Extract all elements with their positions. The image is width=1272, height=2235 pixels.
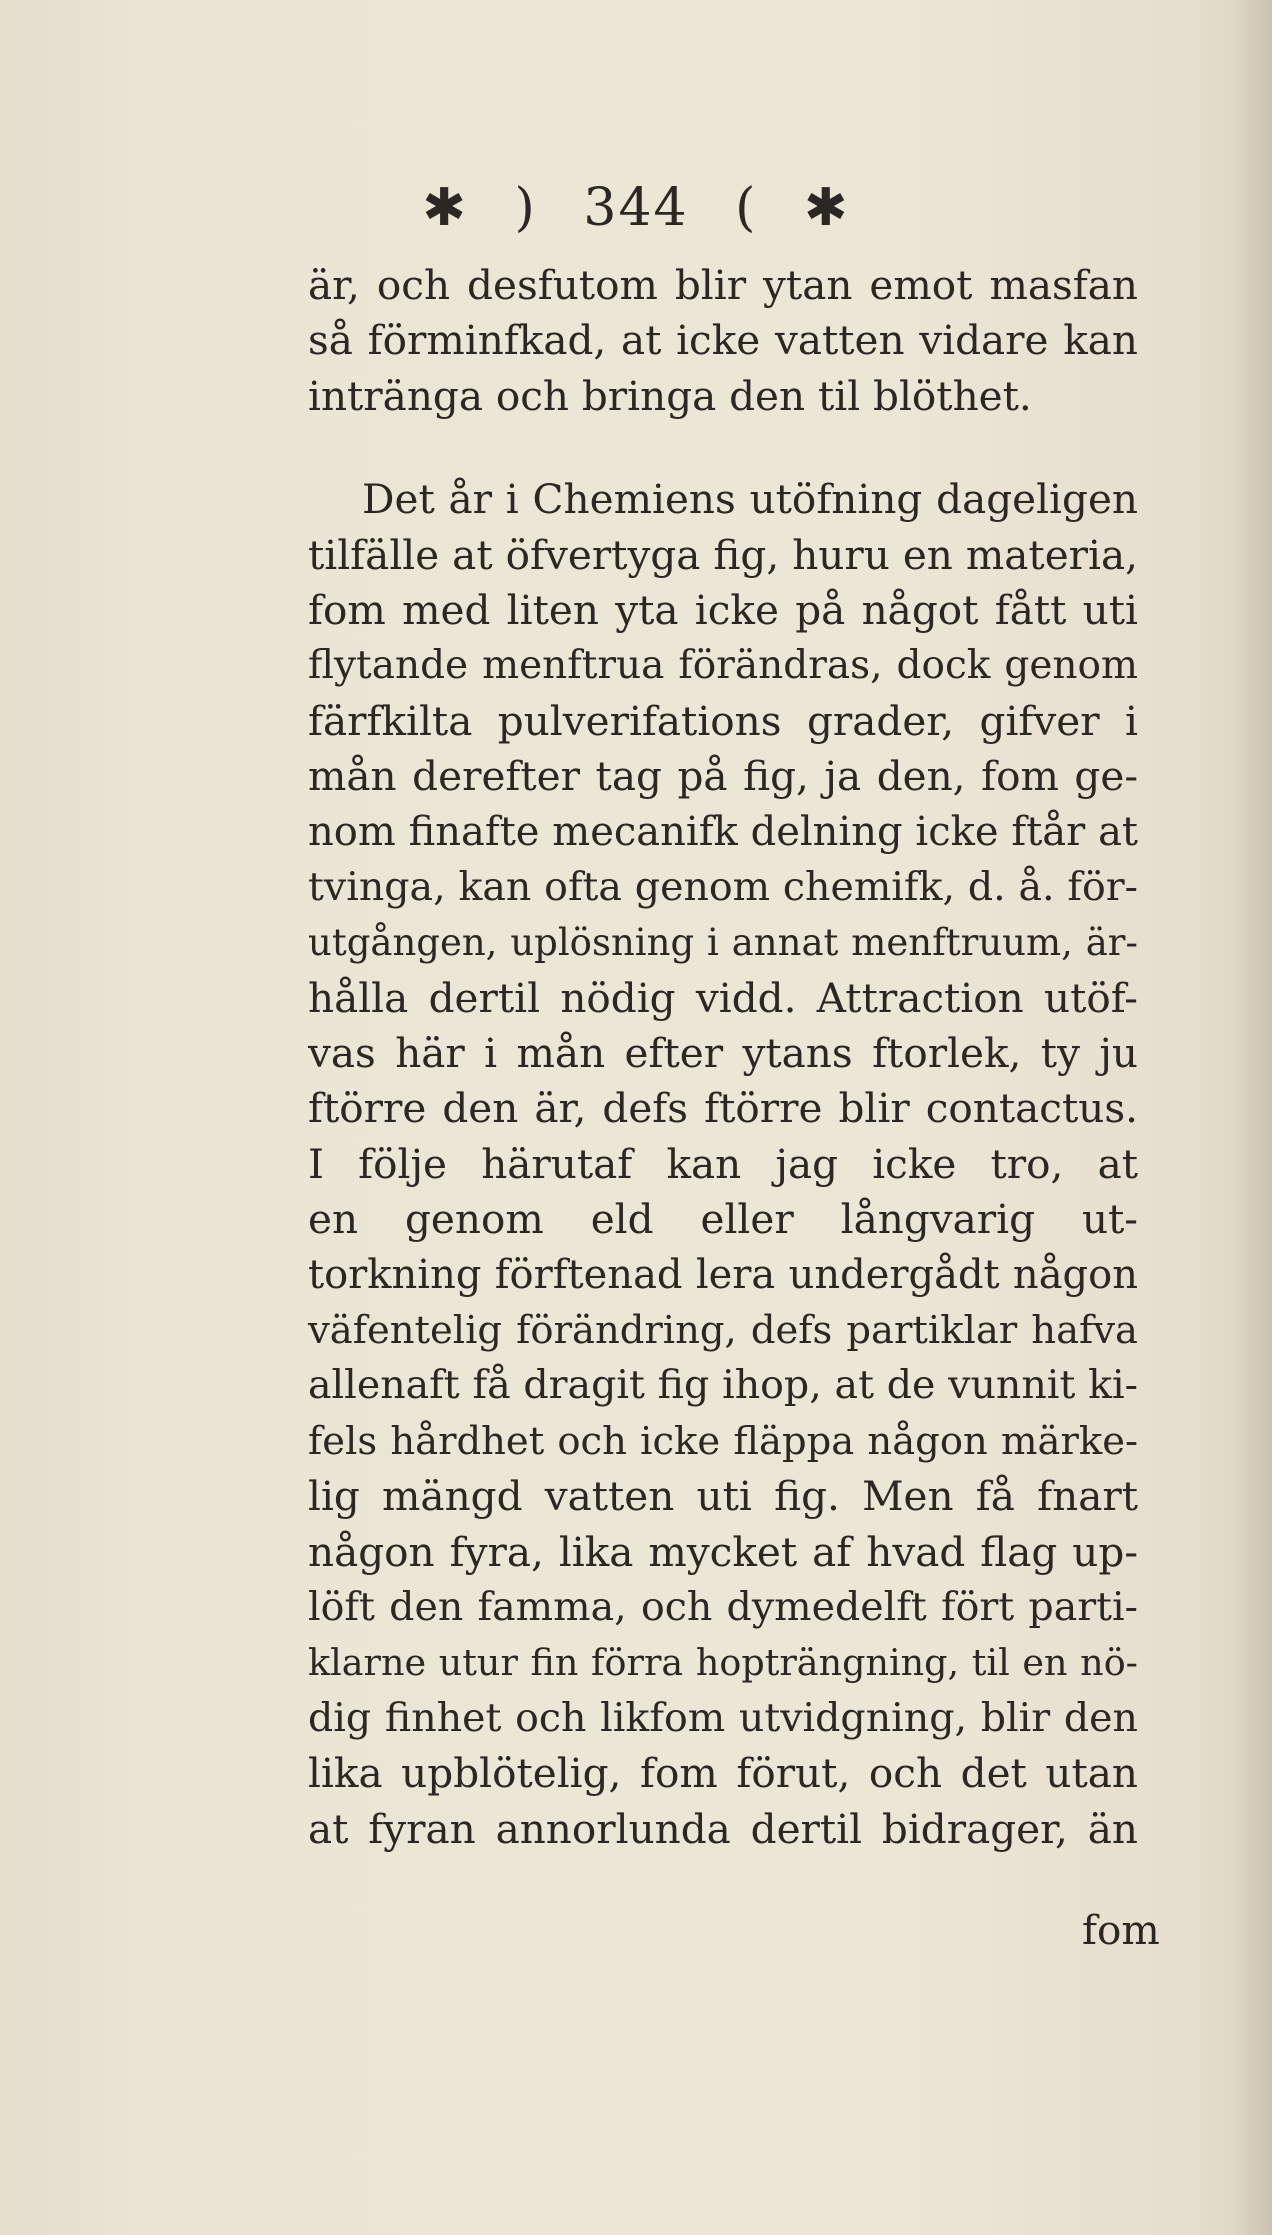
text-line: fels hårdhet och icke fläppa någon märke-: [308, 1418, 1138, 1464]
page-header: [0, 178, 1272, 238]
text-line: hålla dertil nödig vidd. Attraction utöf-: [308, 973, 1138, 1022]
paragraph-1: [308, 258, 1138, 424]
text-line: mån derefter tag på fig, ja den, fom ge-: [308, 752, 1138, 801]
text-line: fom med liten yta icke på något fått uti: [308, 585, 1138, 634]
text-line: löft den famma, och dymedelft fört parti-: [308, 1583, 1138, 1630]
text-line: allenaft få dragit fig ihop, at de vunnit ki-: [308, 1362, 1138, 1409]
text-line: I följe härutaf kan jag icke tro, at: [308, 1139, 1138, 1188]
ornament-right-icon: ✱: [803, 178, 850, 238]
page-edge-shadow: [1232, 0, 1272, 2235]
text-line: utgången, uplösning i annat menftruum, är-: [308, 921, 1138, 965]
text-line: dig finhet och likfom utvidgning, blir den: [308, 1694, 1138, 1741]
text-line: så förminfkad, at icke vatten vidare kan: [308, 316, 1138, 365]
text-line: vas här i mån efter ytans ftorlek, ty ju: [308, 1029, 1138, 1078]
text-line: torkning förftenad lera undergådt någon: [308, 1251, 1138, 1298]
ornament-left-icon: ✱: [422, 178, 468, 238]
body-text: [308, 258, 1138, 1857]
text-line: en genom eld eller långvarig ut-: [308, 1195, 1138, 1244]
text-line: klarne utur fin förra hopträngning, til en nö-: [308, 1641, 1138, 1685]
text-line: väfentelig förändring, defs partiklar hafva: [308, 1308, 1138, 1354]
text-line: intränga och bringa den til blöthet.: [308, 371, 1032, 420]
text-line: är, och desfutom blir ytan emot masfan: [308, 261, 1138, 309]
catchword: fom: [1082, 1906, 1160, 1954]
paragraph-2: [308, 472, 1138, 1857]
text-line: nom finafte mecanifk delning icke ftår at: [308, 808, 1138, 855]
paren-left: ): [514, 178, 537, 238]
text-line: lig mängd vatten uti fig. Men få fnart: [308, 1472, 1138, 1521]
text-line: tvinga, kan ofta genom chemifk, d. å. för-: [308, 863, 1138, 910]
paragraph-gap: [308, 424, 1138, 472]
text-line: ftörre den är, defs ftörre blir contactus.: [308, 1084, 1138, 1133]
text-line: Det år i Chemiens utöfning dageligen: [362, 475, 1138, 524]
text-line: flytande menftrua förändras, dock genom: [308, 643, 1138, 689]
text-line: tilfälle at öfvertyga fig, huru en materia,: [308, 530, 1138, 579]
text-line: lika upblötelig, fom förut, och det utan: [308, 1749, 1138, 1798]
text-line: färfkilta pulverifations grader, gifver i: [308, 696, 1138, 745]
page-number: 344: [583, 178, 689, 238]
paren-right: (: [735, 178, 758, 238]
text-line: någon fyra, lika mycket af hvad flag up-: [308, 1527, 1138, 1576]
text-line: at fyran annorlunda dertil bidrager, än: [308, 1804, 1138, 1853]
